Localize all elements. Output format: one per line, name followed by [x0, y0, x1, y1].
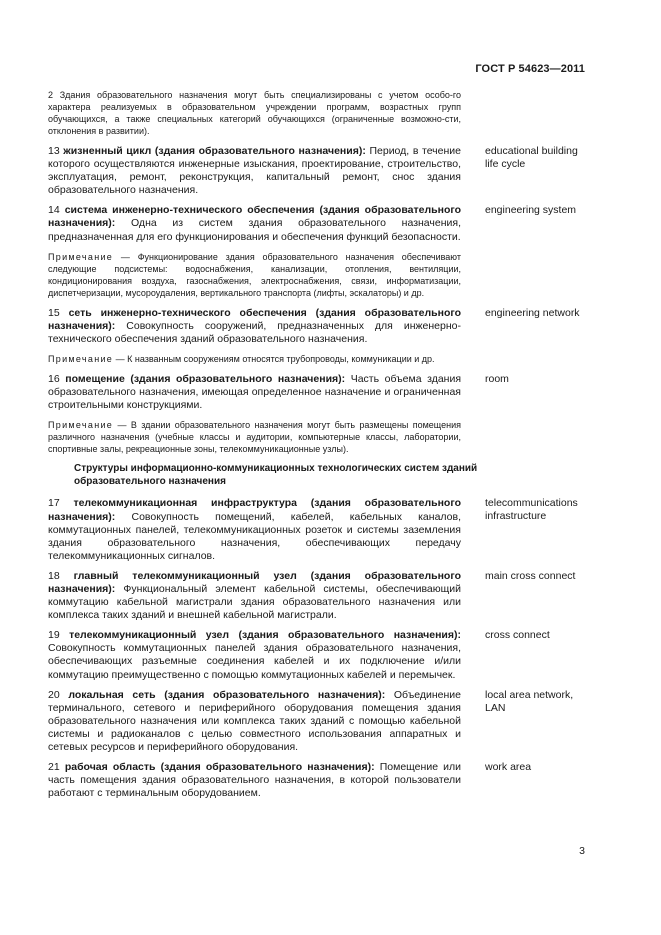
term-definition-block — [48, 145, 461, 197]
term-definition-block — [48, 204, 461, 243]
note-label: Примечание — [48, 251, 114, 262]
term-entry-20 — [48, 689, 585, 754]
term-definition-block — [48, 307, 461, 346]
term-number: 17 — [48, 497, 60, 510]
term-number: 20 — [48, 688, 60, 701]
term-number: 16 — [48, 372, 60, 385]
term-title: телекоммуникационная инфраструктура (здания образовательного назначения): — [48, 497, 461, 523]
term-entry-18 — [48, 570, 585, 622]
note-text: — К названным сооружениям относятся трубопроводы, коммуникации и др. — [115, 353, 435, 364]
term-number: 13 — [48, 145, 60, 157]
term-title: главный телекоммуникационный узел (здания образовательного назначения): — [48, 569, 461, 595]
note-text: — Функционирование здания образовательного назначения обеспечивают следующие подсистемы: водоснабжения, канализации, отопления, вентиляции, кондиционирования воздуха, газоснабжения, электроснабжения, связи, информатизации, диспетчеризации, мусороудаления, вертикального транспорта (лифты, эскалаторы) и др. — [48, 251, 461, 298]
term-number: 21 — [48, 761, 60, 774]
term-english: engineering system — [485, 204, 577, 217]
term-title: помещение (здания образовательного назначения): — [65, 372, 346, 385]
term-definition-block — [48, 689, 461, 754]
term-english: telecommunications infrastructure — [485, 497, 578, 523]
term-title: сеть инженерно-технического обеспечения (здания образовательного назначения): — [48, 306, 462, 332]
term-definition: Часть объема здания образовательного назначения, имеющая определенное назначение и ограниченная строительными конструкциями. — [48, 372, 462, 412]
term-entry-15 — [48, 307, 585, 346]
term-definition-block — [48, 373, 461, 412]
term-definition: Совокупность сооружений, предназначенных для инженерно-технического обеспечения зданий образовательного назначения. — [48, 319, 461, 345]
term-number: 15 — [48, 306, 60, 319]
term-definition: Функциональный элемент кабельной системы, обеспечивающий коммутацию кабельной магистрали здания образовательного назначения или комплекса таких зданий и внешней кабельной магистрали. — [48, 582, 461, 622]
term-entry-19 — [48, 629, 585, 681]
term-entry-21 — [48, 761, 585, 800]
section-heading: Структуры информационно-коммуникационных технологических систем зданий образовательного назначения — [74, 463, 478, 487]
term-english: educational building life cycle — [485, 145, 578, 170]
term-definition-block — [48, 570, 461, 622]
term-entry-14 — [48, 204, 585, 243]
page-number: 3 — [579, 845, 585, 857]
term-english: local area network, LAN — [485, 688, 574, 714]
term-title: рабочая область (здания образовательного назначения): — [64, 761, 375, 774]
term-note — [48, 353, 461, 365]
term-definition: Совокупность коммутационных панелей здания образовательного назначения, обеспечивающих разъемные соединения кабелей и их подключение и/или коммутацию преимущественно с помощью коммутационных кабелей и перемычек. — [48, 642, 461, 681]
term-note — [48, 251, 461, 299]
term-title: жизненный цикл (здания образовательного назначения): — [63, 145, 366, 157]
intro-note: 2 Здания образовательного назначения могут быть специализированы с учетом особо-го характера реализуемых в образовательном учреждении программ, возрастных групп обучающихся, а также специальных категорий обучающихся (ограниченные возможно-сти, отклонения в развитии). — [48, 90, 461, 136]
term-number: 14 — [48, 204, 60, 217]
note-text: — В здании образовательного назначения могут быть размещены помещения различного назначения (учебные классы и аудитории, компьютерные классы, лаборатории, спортивные залы, рекреационные зоны, телекоммуникационные узлы). — [48, 420, 461, 455]
term-english: room — [485, 372, 509, 385]
term-title: система инженерно-технического обеспечения (здания образовательного назначения): — [48, 204, 462, 230]
term-entry-13 — [48, 145, 585, 197]
term-number: 18 — [48, 569, 60, 582]
document-standard-number: ГОСТ Р 54623—2011 — [475, 63, 585, 75]
note-label: Примечание — [48, 420, 114, 431]
term-english: work area — [485, 761, 532, 774]
term-english: cross connect — [485, 629, 550, 642]
term-entry-16 — [48, 373, 585, 412]
term-entry-17 — [48, 497, 585, 562]
term-number: 19 — [48, 629, 60, 642]
page-content — [48, 89, 585, 807]
term-english: engineering network — [485, 306, 580, 319]
term-definition: Совокупность помещений, кабелей, кабельных каналов, коммутационных панелей, телекоммуникационных розеток и системы заземления здания образовательного назначения, обеспечивающих передачу телекоммуникационных сигналов. — [48, 510, 461, 562]
term-definition-block — [48, 629, 461, 681]
term-definition: Помещение или часть помещения здания образовательного назначения, в которой пользователи работают с терминальным оборудованием. — [48, 761, 462, 800]
term-definition: Одна из систем здания образовательного назначения, предназначенная для его функционирования и обеспечения функций безопасности. — [48, 217, 461, 243]
term-english: main cross connect — [485, 569, 576, 582]
term-title: телекоммуникационный узел (здания образовательного назначения): — [69, 629, 461, 642]
term-definition-block — [48, 497, 461, 562]
note-label: Примечание — [48, 353, 114, 364]
term-title: локальная сеть (здания образовательного назначения): — [68, 688, 386, 701]
term-definition: Период, в течение которого осуществляются инженерные изыскания, проектирование, строительство, эксплуатация, ремонт, реконструкция, капитальный ремонт, снос здания образовательного назначения. — [48, 145, 461, 197]
term-note — [48, 419, 461, 455]
term-definition-block — [48, 761, 461, 800]
term-definition: Объединение терминального, сетевого и периферийного оборудования помещения здания образовательного назначения или комплекса таких зданий с помощью кабельной системы и радиоканалов с целью совместного использования аппаратных и сетевых ресурсов и периферийного оборудования. — [48, 688, 462, 753]
